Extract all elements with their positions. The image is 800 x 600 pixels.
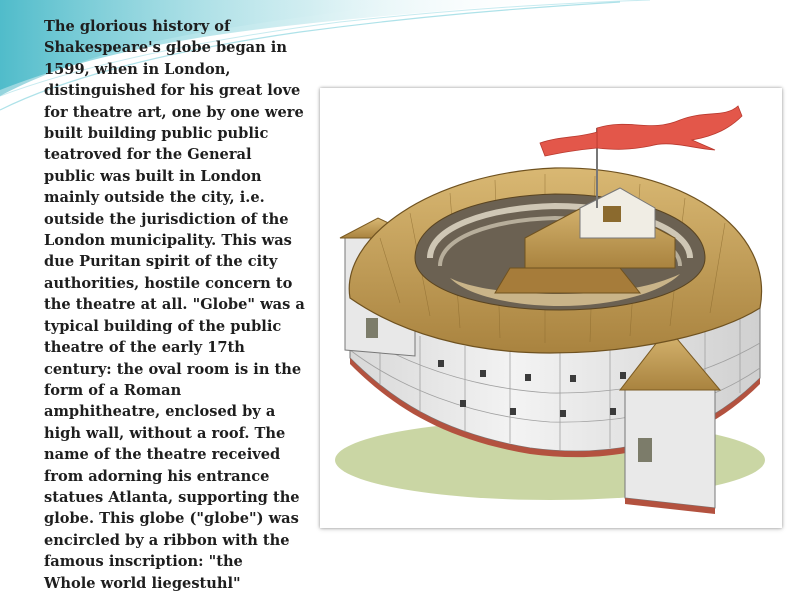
globe-theatre-illustration [320, 88, 782, 528]
globe-theatre-drawing [320, 88, 782, 528]
slide-body-text: The glorious history of Shakespeare's globe began in 1599, when in London, distinguished for his great love for theatre art, one by one were built building public public teatroved for the General public was built in London mainly outside the city, i.e. outside the jurisdiction of the London municipality. This was due Puritan spirit of the city authorities, hostile concern to the theatre at all. "Globe" was a typical building of the public theatre of the early 17th century: the oval room is in the form of a Roman amphitheatre, enclosed by a high wall, without a roof. The name of the theatre received from adorning his entrance statues Atlanta, supporting the globe. This globe ("globe") was encircled by a ribbon with the famous inscription: "the Whole world liegestuhl" [44, 18, 305, 592]
flag-icon [597, 106, 742, 150]
